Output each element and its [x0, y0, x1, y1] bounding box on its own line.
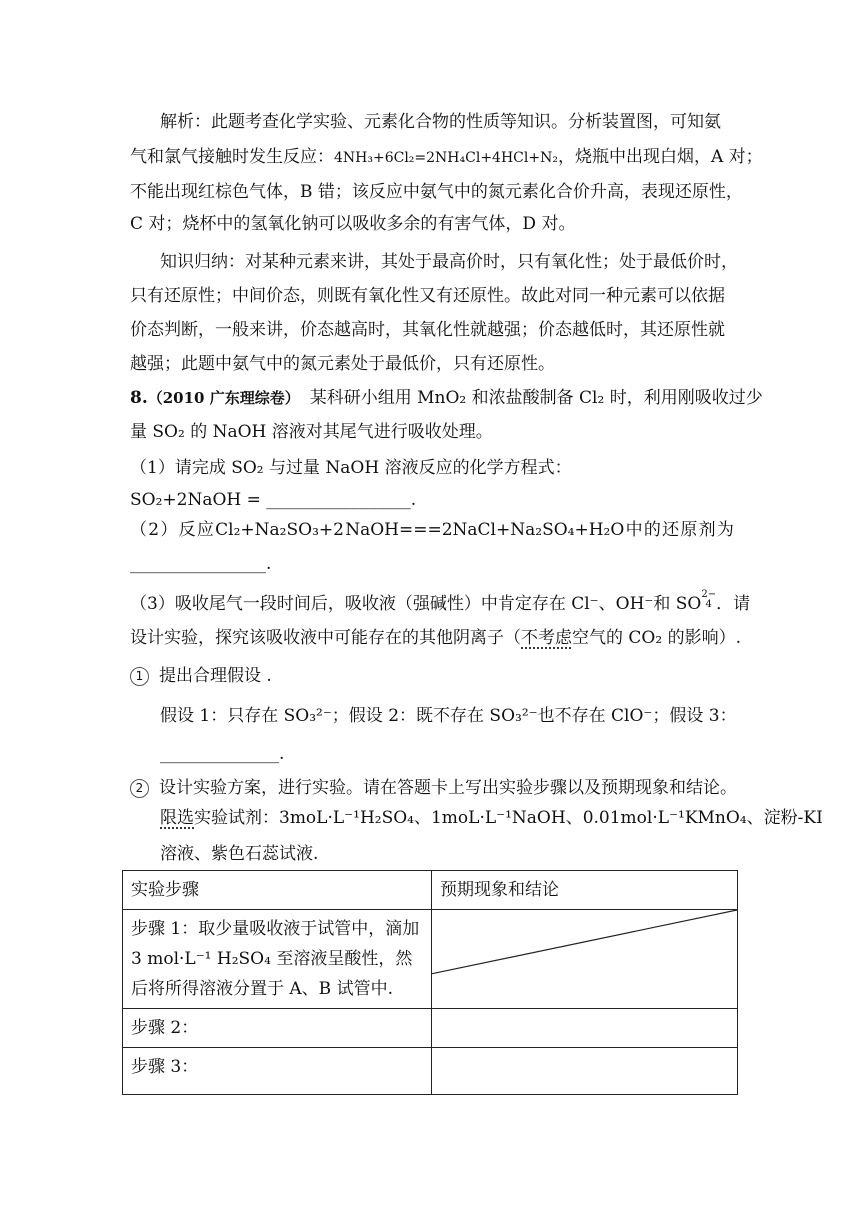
sulfate-charge: 2− 4	[701, 589, 717, 610]
q2-token: 应	[196, 520, 214, 540]
table-cell-result[interactable]	[432, 1048, 738, 1095]
step-2-line-2	[160, 806, 823, 830]
analysis-line-2b: ，烧瓶中出现白烟，A 对；	[557, 147, 763, 167]
question-source: （2010 广东理综卷）	[147, 389, 300, 407]
analysis-line-1: 解析：此题考查化学实验、元素化合物的性质等知识。分析装置图，可知氨	[160, 112, 721, 132]
q2-token: （	[130, 520, 147, 540]
table-cell-result[interactable]	[432, 1009, 738, 1048]
q2-token: 的	[643, 520, 661, 540]
hypothesis-line-1: 假设 1：只存在 SO₃²⁻；假设 2：既不存在 SO₃²⁻也不存在 ClO⁻；假设 3：	[160, 706, 737, 726]
q2-token: 为	[716, 520, 734, 540]
q2-token: 反	[178, 520, 196, 540]
reaction-equation: 4NH₃+6Cl₂=2NH₄Cl+4HCl+N₂	[334, 150, 558, 166]
question-header	[130, 386, 763, 410]
q2-token: 中	[625, 520, 643, 540]
summary-line-4: 越强；此题中氨气中的氮元素处于最低价，只有还原性。	[130, 354, 555, 374]
analysis-line-2	[130, 145, 763, 170]
q3-text-end: ．请	[716, 594, 751, 614]
analysis-line-4: C 对；烧杯中的氢氧化钠可以吸收多余的有害气体，D 对。	[130, 214, 576, 234]
diagonal-line	[432, 910, 737, 1008]
circled-number-1: 1	[130, 667, 149, 686]
sub-question-3-line-1	[130, 590, 750, 616]
summary-line-3: 价态判断，一般来讲，价态越高时，其氧化性就越强；价态越低时，其还原性就	[130, 320, 725, 340]
q2-token: NaOH===2NaCl+Na₂SO₄+H₂O	[345, 520, 625, 540]
q2-token: 还	[662, 520, 680, 540]
q2-token: 剂	[698, 520, 716, 540]
q2-token: 原	[680, 520, 698, 540]
emphasis-dotted: 限选	[160, 808, 194, 828]
question-stem-2: 量 SO₂ 的 NaOH 溶液对其尾气进行吸收处理。	[130, 422, 493, 442]
table-cell-step: 步骤 3：	[123, 1048, 432, 1095]
table-header-row	[123, 871, 738, 910]
analysis-line-2a: 气和氯气接触时发生反应：	[130, 147, 334, 167]
step-2-text: 设计实验方案，进行实验。请在答题卡上写出实验步骤以及预期现象和结论。	[159, 778, 737, 798]
sub-question-1-equation: SO₂+2NaOH = _________________.	[130, 490, 417, 510]
table-cell-result	[432, 910, 738, 1009]
hypothesis-line-2: ______________.	[160, 744, 285, 764]
q3-text-end: 空气的 CO₂ 的影响）.	[572, 628, 741, 648]
sub-question-3-line-2	[130, 626, 741, 650]
step-2-line-3: 溶液、紫色石蕊试液.	[160, 844, 319, 864]
table-header: 实验步骤	[123, 871, 432, 910]
sub-question-1: （1）请完成 SO₂ 与过量 NaOH 溶液反应的化学方程式：	[130, 458, 572, 478]
summary-line-2: 只有还原性；中间价态，则既有氧化性又有还原性。故此对同一种元素可以依据	[130, 286, 725, 306]
q2-token: 2	[148, 520, 160, 540]
summary-line-1: 知识归纳：对某种元素来讲，其处于最高价时，只有氧化性；处于最低价时，	[160, 252, 738, 272]
question-number: 8.	[130, 388, 148, 408]
table-header: 预期现象和结论	[432, 871, 738, 910]
table-cell-step: 步骤 1：取少量吸收液于试管中，滴加 3 mol·L⁻¹ H₂SO₄ 至溶液呈酸性，然后将所得溶液分置于 A、B 试管中.	[123, 910, 432, 1009]
sub-question-2	[130, 518, 734, 542]
q2-token: ）	[160, 520, 178, 540]
question-stem-1: 某科研小组用 MnO₂ 和浓盐酸制备 Cl₂ 时，利用刚吸收过少	[309, 388, 763, 408]
circled-number-2: 2	[130, 779, 149, 798]
analysis-line-3: 不能出现红棕色气体，B 错；该反应中氨气中的氮元素化合价升高，表现还原性，	[130, 182, 743, 202]
q2-token: Cl₂+Na₂SO₃+2	[215, 520, 344, 540]
step-1-text: 提出合理假设 .	[159, 666, 272, 686]
experiment-table	[122, 870, 738, 1095]
table-row	[123, 910, 738, 1009]
emphasis-dotted: 不考虑	[521, 628, 572, 648]
table-row	[123, 1009, 738, 1048]
step-1-line	[130, 664, 272, 688]
table-row	[123, 1048, 738, 1095]
table-cell-step: 步骤 2：	[123, 1009, 432, 1048]
reagent-list: 实验试剂：3moL·L⁻¹H₂SO₄、1moL·L⁻¹NaOH、0.01mol·L⁻¹KMnO₄、淀粉-KI	[194, 808, 823, 828]
q3-text: （3）吸收尾气一段时间后，吸收液（强碱性）中肯定存在 Cl⁻、OH⁻和 SO	[130, 594, 702, 614]
q3-text: 设计实验，探究该吸收液中可能存在的其他阴离子（	[130, 628, 521, 648]
step-2-line-1	[130, 776, 737, 800]
sub-question-2-blank: ________________.	[130, 554, 272, 574]
